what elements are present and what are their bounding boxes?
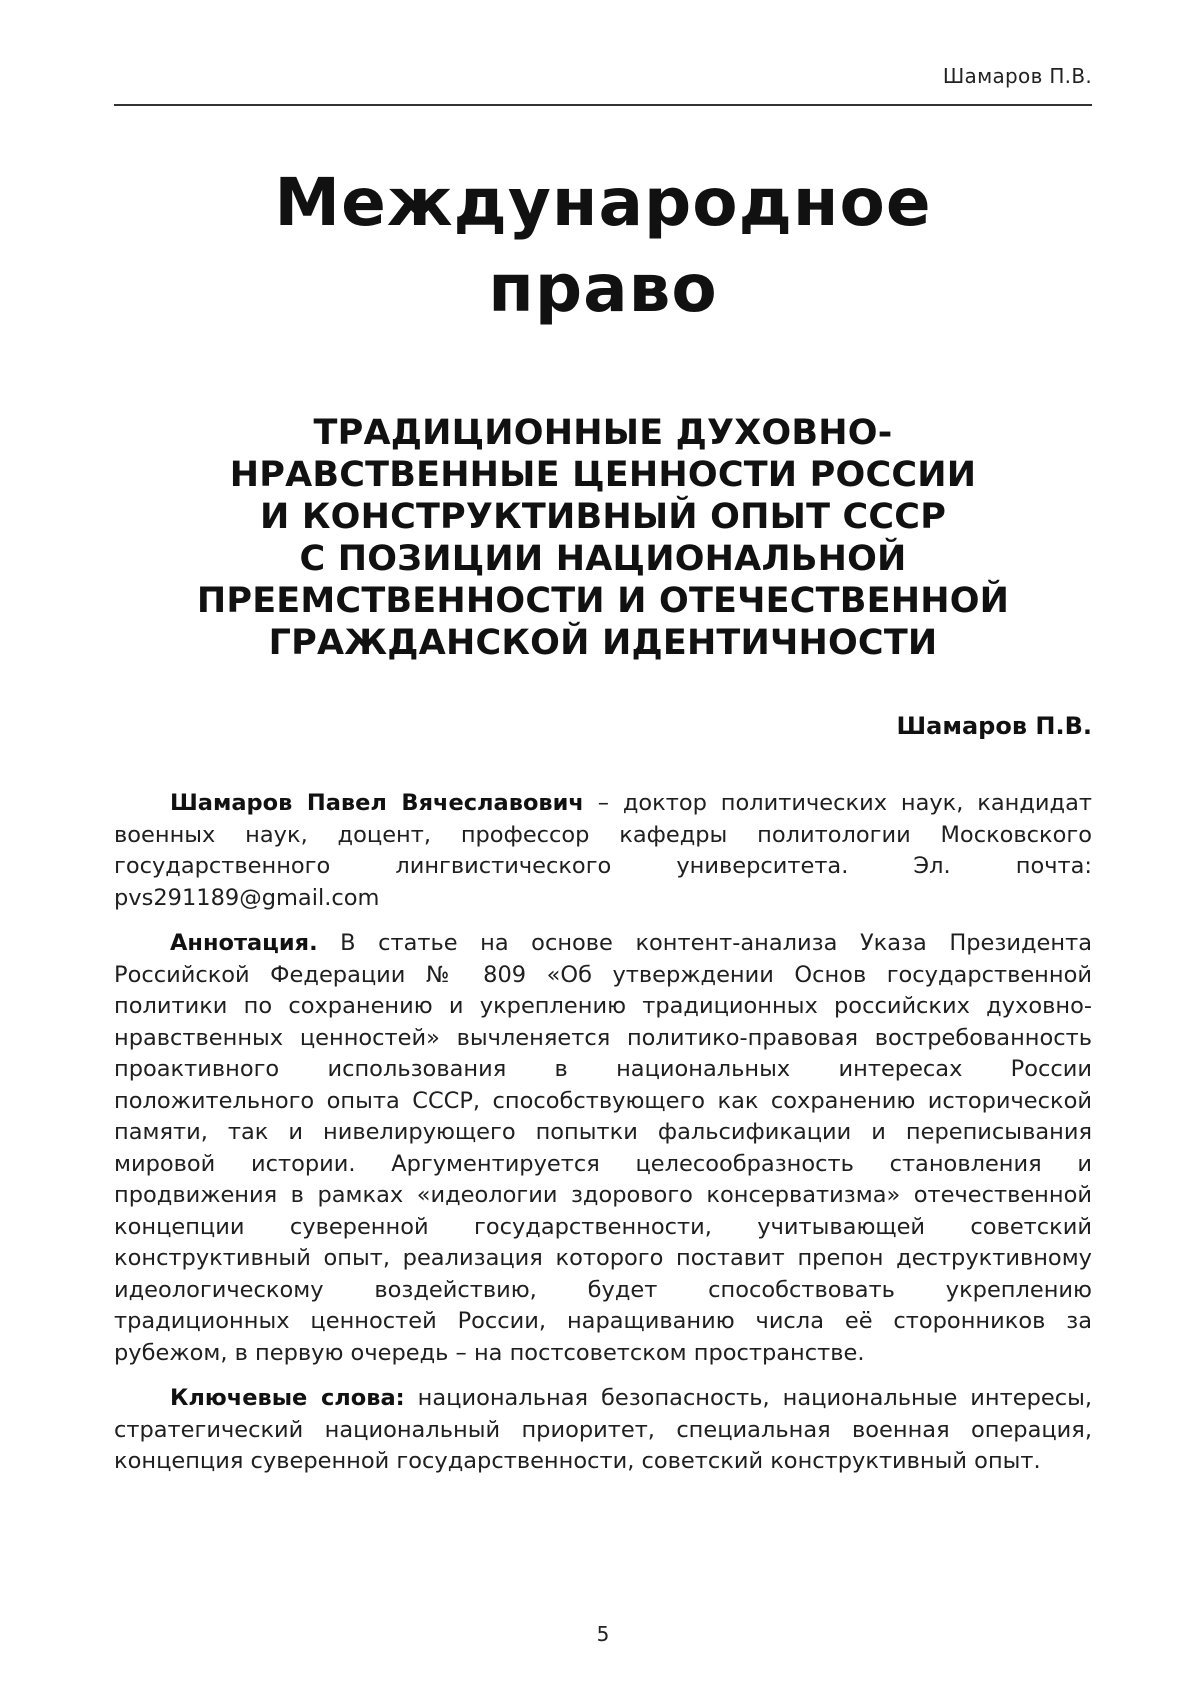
article-title-line: ТРАДИЦИОННЫЕ ДУХОВНО- [313, 413, 893, 453]
author-info-paragraph [114, 788, 1092, 914]
author-info-text: – доктор политических наук, кандидат военных наук, доцент, профессор кафедры политологии Московского государственного лингвистического университета. Эл. почта: pvs291189@gmail.com [114, 790, 1092, 911]
article-title [114, 412, 1092, 664]
keywords-text: национальная безопасность, национальные интересы, стратегический национальный приоритет, специальная военная операция, концепция суверенной государственности, советский конструктивный опыт. [114, 1385, 1092, 1474]
keywords-label: Ключевые слова: [170, 1385, 405, 1411]
abstract-text: В статье на основе контент-анализа Указа Президента Российской Федерации № 809 «Об утверждении Основ государственной политики по сохранению и укреплению традиционных российских духовно-нравственных ценностей» вычленяется политико-правовая востребованность проактивного использования в национальных интересах России положительного опыта СССР, способствующего как сохранению исторической памяти, так и нивелирующего попытки фальсификации и переписывания мировой истории. Аргументируется целесообразность становления и продвижения в рамках «идеологии здорового консерватизма» отечественной концепции суверенной государственности, учитывающей советский конструктивный опыт, реализация которого поставит препон деструктивному идеологическому воздействию, будет способствовать укреплению традиционных ценностей России, наращиванию числа её сторонников за рубежом, в первую очередь – на постсоветском пространстве. [114, 930, 1092, 1366]
article-title-line: ГРАЖДАНСКОЙ ИДЕНТИЧНОСТИ [268, 623, 938, 663]
abstract-label: Аннотация. [170, 930, 318, 956]
article-title-line: С ПОЗИЦИИ НАЦИОНАЛЬНОЙ [299, 539, 907, 579]
running-header-author: Шамаров П.В. [942, 64, 1092, 88]
page-number: 5 [596, 1622, 610, 1646]
abstract-paragraph [114, 928, 1092, 1369]
article-title-line: ПРЕЕМСТВЕННОСТИ И ОТЕЧЕСТВЕННОЙ [196, 581, 1010, 621]
article-body [114, 788, 1092, 1492]
section-title [114, 160, 1092, 332]
keywords-paragraph [114, 1383, 1092, 1478]
header-divider [114, 104, 1092, 106]
article-title-line: И КОНСТРУКТИВНЫЙ ОПЫТ СССР [259, 497, 947, 537]
section-title-line: Международное [274, 164, 932, 241]
section-title-line: право [488, 250, 718, 327]
article-title-line: НРАВСТВЕННЫЕ ЦЕННОСТИ РОССИИ [229, 455, 977, 495]
article-author: Шамаров П.В. [896, 712, 1092, 740]
author-full-name: Шамаров Павел Вячеславович [170, 790, 584, 816]
